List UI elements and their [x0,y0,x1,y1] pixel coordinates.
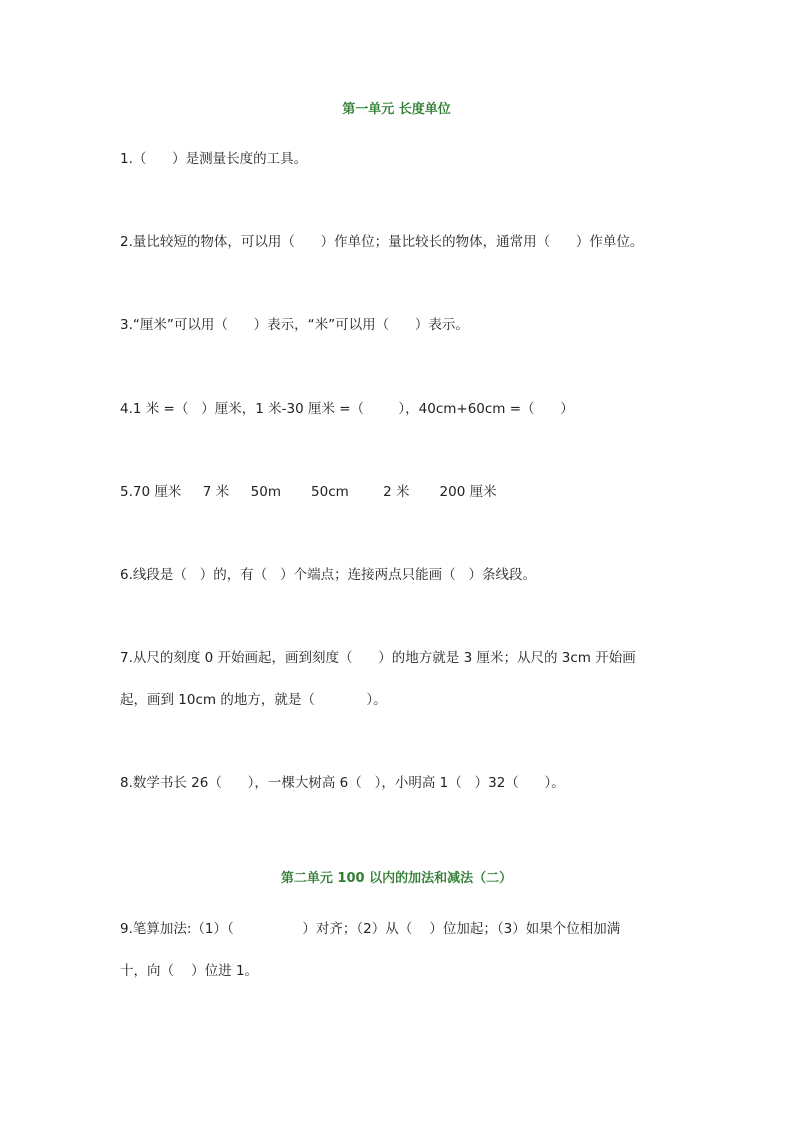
question-6: 6.线段是（ ）的，有（ ）个端点；连接两点只能画（ ）条线段。 [120,567,537,583]
question-1: 1.（ ）是测量长度的工具。 [120,151,308,167]
question-4: 4.1 米 =（ ）厘米，1 米-30 厘米 =（ ），40cm+60cm =（ ） [120,401,574,417]
unit1-heading: 第一单元 长度单位 [342,102,451,117]
question-3: 3.“厘米”可以用（ ）表示，“米”可以用（ ）表示。 [120,317,469,333]
question-7-line-1: 7.从尺的刻度 0 开始画起，画到刻度（ ）的地方就是 3 厘米；从尺的 3cm 开始画 [120,650,636,666]
question-8: 8.数学书长 26（ ），一棵大树高 6（ ），小明高 1（ ）32（ ）。 [120,775,565,791]
question-5: 5.70 厘米 7 米 50m 50cm 2 米 200 厘米 [120,484,497,500]
question-9-line-2: 十，向（ ）位进 1。 [120,963,259,979]
question-9-line-1: 9.笔算加法:（1）（ ）对齐；（2）从（ ）位加起；（3）如果个位相加满 [120,921,621,937]
unit2-heading: 第二单元 100 以内的加法和减法（二） [280,871,513,886]
question-2: 2.量比较短的物体，可以用（ ）作单位；量比较长的物体，通常用（ ）作单位。 [120,234,644,250]
question-7-line-2: 起，画到 10cm 的地方，就是（ ）。 [120,692,387,708]
